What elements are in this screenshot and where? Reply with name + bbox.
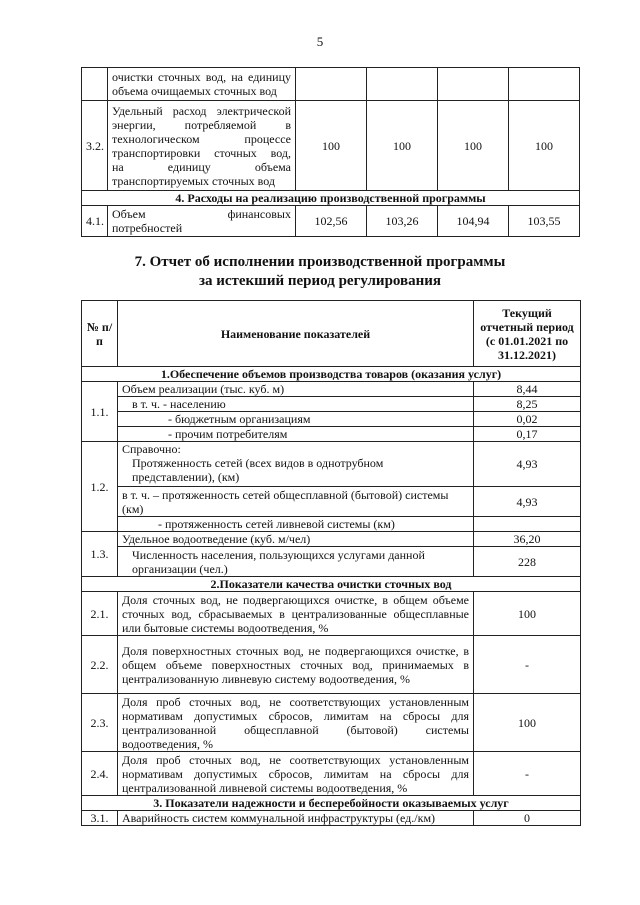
value-cell: 100 [474, 592, 581, 636]
table-row [82, 442, 581, 487]
section-row [82, 367, 581, 382]
row-number: 1.2. [82, 442, 118, 532]
value-cell: 8,44 [474, 382, 581, 397]
table-row [82, 427, 581, 442]
row-number: 1.3. [82, 532, 118, 577]
table-row [82, 412, 581, 427]
value-cell: 4,93 [474, 487, 581, 517]
text-line: потребностей [112, 221, 183, 235]
value-cell [296, 68, 367, 101]
indicators-table-continued [81, 67, 580, 237]
table-row [82, 68, 580, 101]
indicator-name [108, 68, 296, 101]
table-row [82, 397, 581, 412]
value-cell: 102,56 [296, 206, 367, 237]
heading-line: 7. Отчет об исполнении производственной программы [134, 254, 506, 270]
value-cell: 100 [296, 101, 367, 191]
value-cell: 103,26 [367, 206, 438, 237]
value-cell: 36,20 [474, 532, 581, 547]
reference-label: Справочно: [122, 442, 181, 456]
heading-line: за истекший период регулирования [198, 273, 442, 289]
table-row [82, 694, 581, 752]
value-cell: 8,25 [474, 397, 581, 412]
header-name: Наименование показателей [118, 301, 474, 367]
program-execution-table [81, 300, 581, 826]
text-line: транспортировки сточных вод, [112, 145, 291, 160]
row-number: 2.2. [82, 636, 118, 694]
row-number: 3.1. [82, 811, 118, 826]
text-line: энергии, потребляемой в [112, 117, 291, 132]
row-number: 2.3. [82, 694, 118, 752]
indicator-name: Удельное водоотведение (куб. м/чел) [118, 532, 474, 547]
section-row [82, 796, 581, 811]
page-number: 5 [316, 34, 324, 49]
value-cell: - [474, 636, 581, 694]
table-row [82, 752, 581, 796]
value-cell: 228 [474, 547, 581, 577]
indicator-name: - бюджетным организациям [118, 412, 474, 427]
value-cell [474, 517, 581, 532]
text-line: объема очищаемых сточных вод [112, 84, 277, 98]
indicator-name: Объем реализации (тыс. куб. м) [118, 382, 474, 397]
section-title: 2.Показатели качества очистки сточных вод [82, 577, 581, 592]
table-row [82, 547, 581, 577]
table-row [82, 636, 581, 694]
value-cell: 100 [367, 101, 438, 191]
value-cell: 100 [438, 101, 509, 191]
indicator-name: - протяженность сетей ливневой системы (км) [118, 517, 474, 532]
text-line: очистки сточных вод, на единицу [112, 70, 291, 84]
section-title: 3. Показатели надежности и бесперебойности оказываемых услуг [82, 796, 581, 811]
row-number: 2.4. [82, 752, 118, 796]
text-line: Объем финансовых [112, 207, 291, 221]
table-row [82, 101, 580, 191]
text-line: технологическом процессе [112, 131, 291, 146]
indicator-name: Доля сточных вод, не подвергающихся очистке, в общем объеме сточных вод, сбрасываемых в централизованные общесплавные или бытовые системы водоотведения, % [118, 592, 474, 636]
row-number: 3.2. [82, 101, 108, 191]
indicator-name [108, 206, 296, 237]
table-row [82, 811, 581, 826]
header-row [82, 301, 581, 367]
section-heading [0, 253, 640, 291]
indicator-name: Доля поверхностных сточных вод, не подвергающихся очистке, в общем объеме поверхностных сточных вод, принимаемых в централизованную ливневую систему водоотведения, % [118, 636, 474, 694]
value-cell: - [474, 752, 581, 796]
value-cell: 0,17 [474, 427, 581, 442]
section-title: 4. Расходы на реализацию производственной программы [82, 191, 580, 206]
indicator-name: в т. ч. – протяженность сетей общесплавной (бытовой) системы (км) [118, 487, 474, 517]
value-cell: 4,93 [474, 442, 581, 487]
value-cell: 103,55 [509, 206, 580, 237]
section-title: 1.Обеспечение объемов производства товаров (оказания услуг) [82, 367, 581, 382]
value-cell: 100 [509, 101, 580, 191]
value-cell [438, 68, 509, 101]
indicator-name: Аварийность систем коммунальной инфраструктуры (ед./км) [118, 811, 474, 826]
row-number [82, 68, 108, 101]
indicator-name: - прочим потребителям [118, 427, 474, 442]
row-number: 2.1. [82, 592, 118, 636]
table-row [82, 487, 581, 517]
indicator-name: в т. ч. - населению [118, 397, 474, 412]
table-row [82, 382, 581, 397]
table-row [82, 517, 581, 532]
indicator-name: Численность населения, пользующихся услугами данной организации (чел.) [118, 547, 474, 577]
indicator-name: Доля проб сточных вод, не соответствующих установленным нормативам допустимых сбросов, лимитам на сбросы для централизованной ливневой системы водоотведения, % [118, 752, 474, 796]
value-cell [367, 68, 438, 101]
indicator-name [118, 442, 474, 487]
text-line: на единицу объема [112, 159, 291, 174]
section-row [82, 191, 580, 206]
header-period: Текущий отчетный период (с 01.01.2021 по 31.12.2021) [474, 301, 581, 367]
table-row [82, 532, 581, 547]
network-length-total: Протяженность сетей (всех видов в однотрубном представлении), (км) [132, 456, 384, 484]
value-cell: 104,94 [438, 206, 509, 237]
header-number: № п/п [82, 301, 118, 367]
value-cell: 0,02 [474, 412, 581, 427]
value-cell [509, 68, 580, 101]
table-row [82, 206, 580, 237]
text-line: Удельный расход электрической [112, 103, 291, 118]
section-row [82, 577, 581, 592]
text-line: транспортируемых сточных вод [112, 173, 276, 188]
row-number: 4.1. [82, 206, 108, 237]
value-cell: 0 [474, 811, 581, 826]
indicator-name: Доля проб сточных вод, не соответствующих установленным нормативам допустимых сбросов, лимитам на сбросы для централизованной общесплавной (бытовой) системы водоотведения, % [118, 694, 474, 752]
value-cell: 100 [474, 694, 581, 752]
row-number: 1.1. [82, 382, 118, 442]
indicator-name [108, 101, 296, 191]
table-row [82, 592, 581, 636]
